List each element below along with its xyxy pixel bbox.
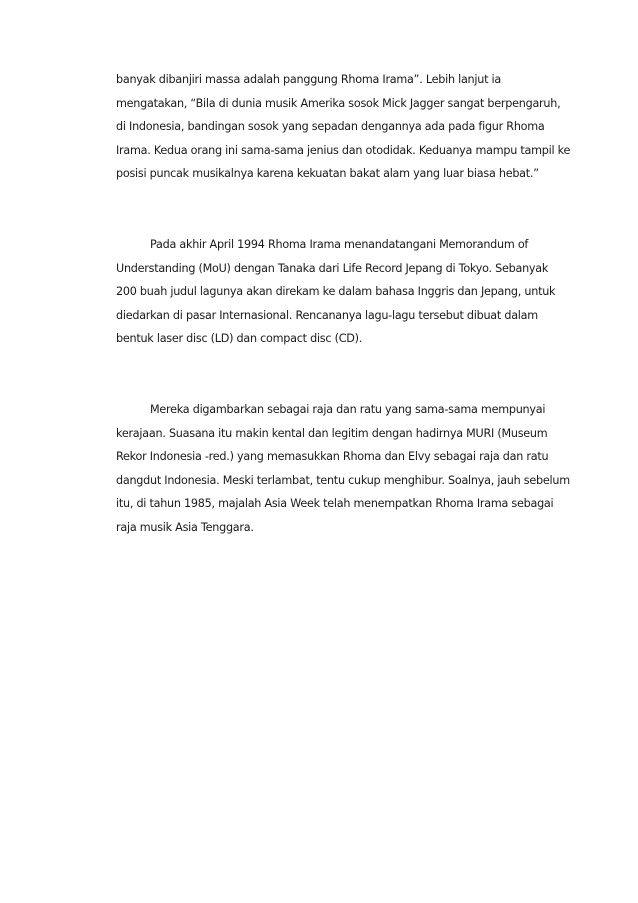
paragraph-3: Mereka digambarkan sebagai raja dan ratu yang sama-sama mempunyai kerajaan. Suasana itu makin kental dan legitim dengan hadirnya MURI (Museum Rekor Indonesia -red.) yang memasukkan Rhoma dan Elvy sebagai raja dan ratu dangdut Indonesia. Meski terlambat, tentu cukup menghibur. Soalnya, jauh sebelum itu, di tahun 1985, majalah Asia Week telah menempatkan Rhoma Irama sebagai raja musik Asia Tenggara.	[116, 402, 570, 534]
paragraph-2: Pada akhir April 1994 Rhoma Irama menandatangani Memorandum of Understanding (MoU) dengan Tanaka dari Life Record Jepang di Tokyo. Sebanyak 200 buah judul lagunya akan direkam ke dalam bahasa Inggris dan Jepang, untuk diedarkan di pasar Internasional. Rencananya lagu-lagu tersebut dibuat dalam bentuk laser disc (LD) dan compact disc (CD).	[116, 237, 556, 346]
paragraph-1: banyak dibanjiri massa adalah panggung Rhoma Irama”. Lebih lanjut ia mengatakan, “Bila di dunia musik Amerika sosok Mick Jagger sangat berpengaruh, di Indonesia, bandingan sosok yang sepadan dengannya ada pada figur Rhoma Irama. Kedua orang ini sama-sama jenius dan otodidak. Keduanya mampu tampil ke posisi puncak musikalnya karena kekuatan bakat alam yang luar biasa hebat.”	[116, 73, 571, 181]
document-body	[116, 68, 572, 540]
